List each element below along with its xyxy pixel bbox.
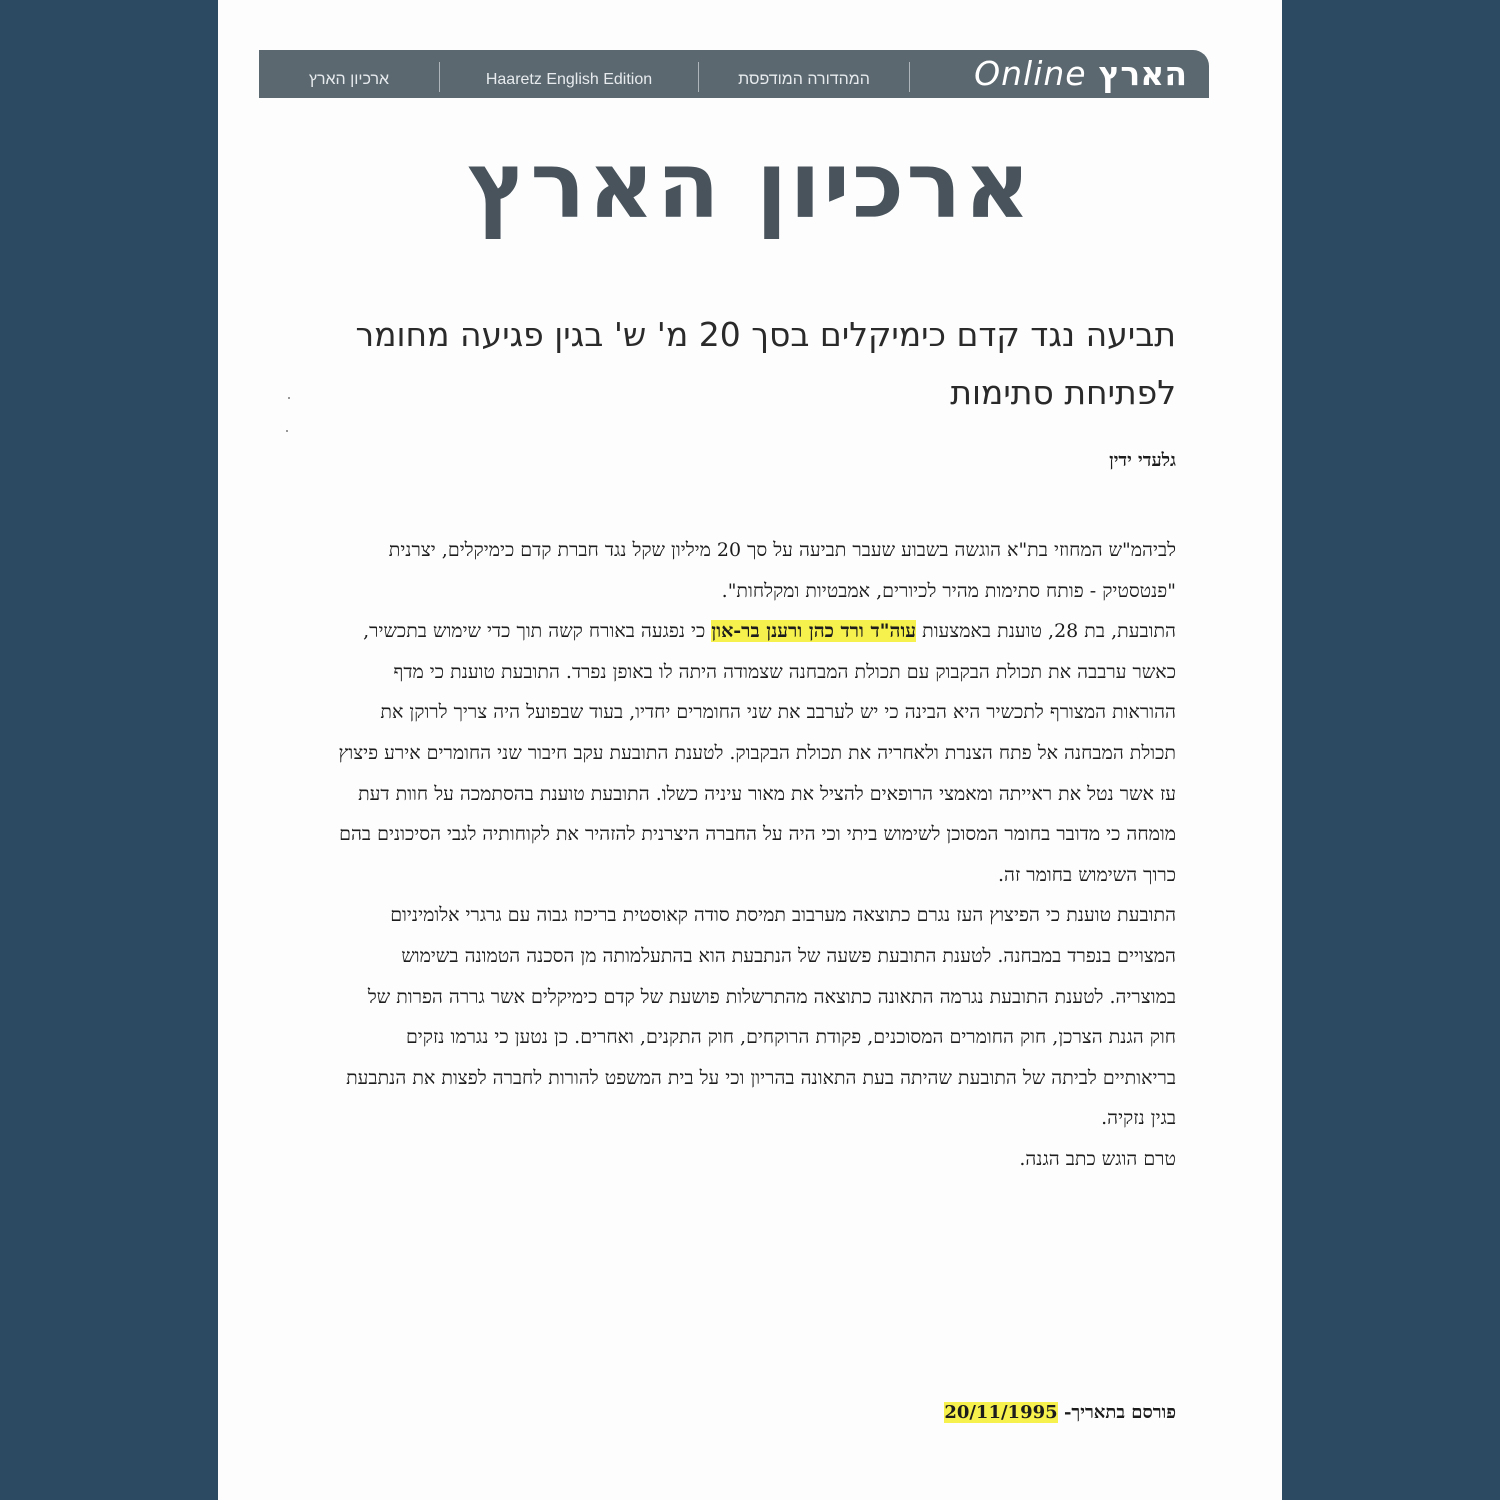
published-date-highlight: 20/11/1995 bbox=[944, 1402, 1058, 1423]
paragraph-text: התובעת, בת 28, טוענת באמצעות bbox=[916, 620, 1176, 643]
article-headline: תביעה נגד קדם כימיקלים בסך 20 מ' ש' בגין פגיעה מחומר לפתיחת סתימות bbox=[355, 315, 1176, 412]
nav-link-english-edition[interactable]: Haaretz English Edition bbox=[485, 71, 653, 88]
nav-link-archive[interactable]: ארכיון הארץ bbox=[308, 71, 390, 88]
paragraph-text: לביהמ"ש המחוזי בת"א הוגשה בשבוע שעבר תביעה על סך 20 מיליון שקל נגד חברת קדם כימיקלים, יצרנית "פנטסטיק - פותח סתימות מהיר לכיורים, אמבטיות ומקלחות". bbox=[388, 539, 1176, 602]
paragraph-text: התובעת טוענת כי הפיצוץ העז נגרם כתוצאה מערבוב תמיסת סודה קאוסטית בריכוז גבוה עם גרגרי אלומיניום המצויים בנפרד במבחנה. לטענת התובעת פשעה של הנתבעת הוא בהתעלמותה מן הסכנה הטמונה בשימוש במוצריה. לטענת התובעת נגרמה התאונה כתוצאה מהתרשלות פושעת של קדם כימיקלים אשר גררה הפרות של חוק הגנת הצרכן, חוק החומרים המסוכנים, פקודת הרוקחים, חוק התקנים, ואחרים. כן נטען כי נגרמו נזקים בריאותיים לביתה של התובעת שהיתה בעת התאונה בהריון וכי על בית המשפט להורות לחברה לפצות את הנתבעת בגין נזקיה. bbox=[346, 904, 1176, 1130]
brand-hebrew-label: הארץ bbox=[1098, 54, 1187, 93]
article-body bbox=[336, 530, 1176, 1180]
paragraph-text: כי נפגעה באורח קשה תוך כדי שימוש בתכשיר, כאשר ערבבה את תכולת הבקבוק עם תכולת המבחנה שצמודה היתה לו באופן נפרד. התובעת טוענת כי מדף ההוראות המצורף לתכשיר היא הבינה כי יש לערבב את שני החומרים יחדיו, בעוד שבפועל היה צריך לרוקן את תכולת המבחנה אל פתח הצנרת ולאחריה את תכולת הבקבוק. לטענת התובעת עקב חיבור שני החומרים אירע פיצוץ עז אשר נטל את ראייתה ומאמצי הרופאים להציל את מאור עיניה כשלו. התובעת טוענת בהסתמכה על חוות דעת מומחה כי מדובר בחומר המסוכן לשימוש ביתי וכי היה על החברה היצרנית להזהיר את לקוחותיה לגבי הסיכונים בהם כרוך השימוש בחומר זה. bbox=[338, 620, 1176, 886]
paragraph bbox=[336, 895, 1176, 1139]
top-navigation-bar bbox=[259, 50, 1209, 98]
publication-date bbox=[944, 1402, 1176, 1423]
highlighted-lawyers-names: עוה"ד ורד כהן ורענן בר-און bbox=[711, 620, 917, 643]
brand-online-label: Online bbox=[974, 54, 1087, 93]
brand-logo[interactable] bbox=[910, 50, 1209, 98]
article-byline: גלעדי ידין bbox=[1109, 450, 1176, 471]
scan-speck bbox=[288, 397, 290, 399]
paragraph bbox=[336, 611, 1176, 895]
nav-link-printed-edition[interactable]: המהדורה המודפסת bbox=[738, 71, 870, 88]
archive-masthead: ארכיון הארץ bbox=[467, 132, 1033, 239]
scan-speck bbox=[286, 430, 288, 432]
paragraph bbox=[336, 530, 1176, 611]
published-label: פורסם בתאריך- bbox=[1063, 1402, 1176, 1423]
paragraph-text: טרם הוגש כתב הגנה. bbox=[1019, 1147, 1176, 1170]
document-page bbox=[218, 0, 1282, 1500]
paragraph bbox=[336, 1139, 1176, 1180]
